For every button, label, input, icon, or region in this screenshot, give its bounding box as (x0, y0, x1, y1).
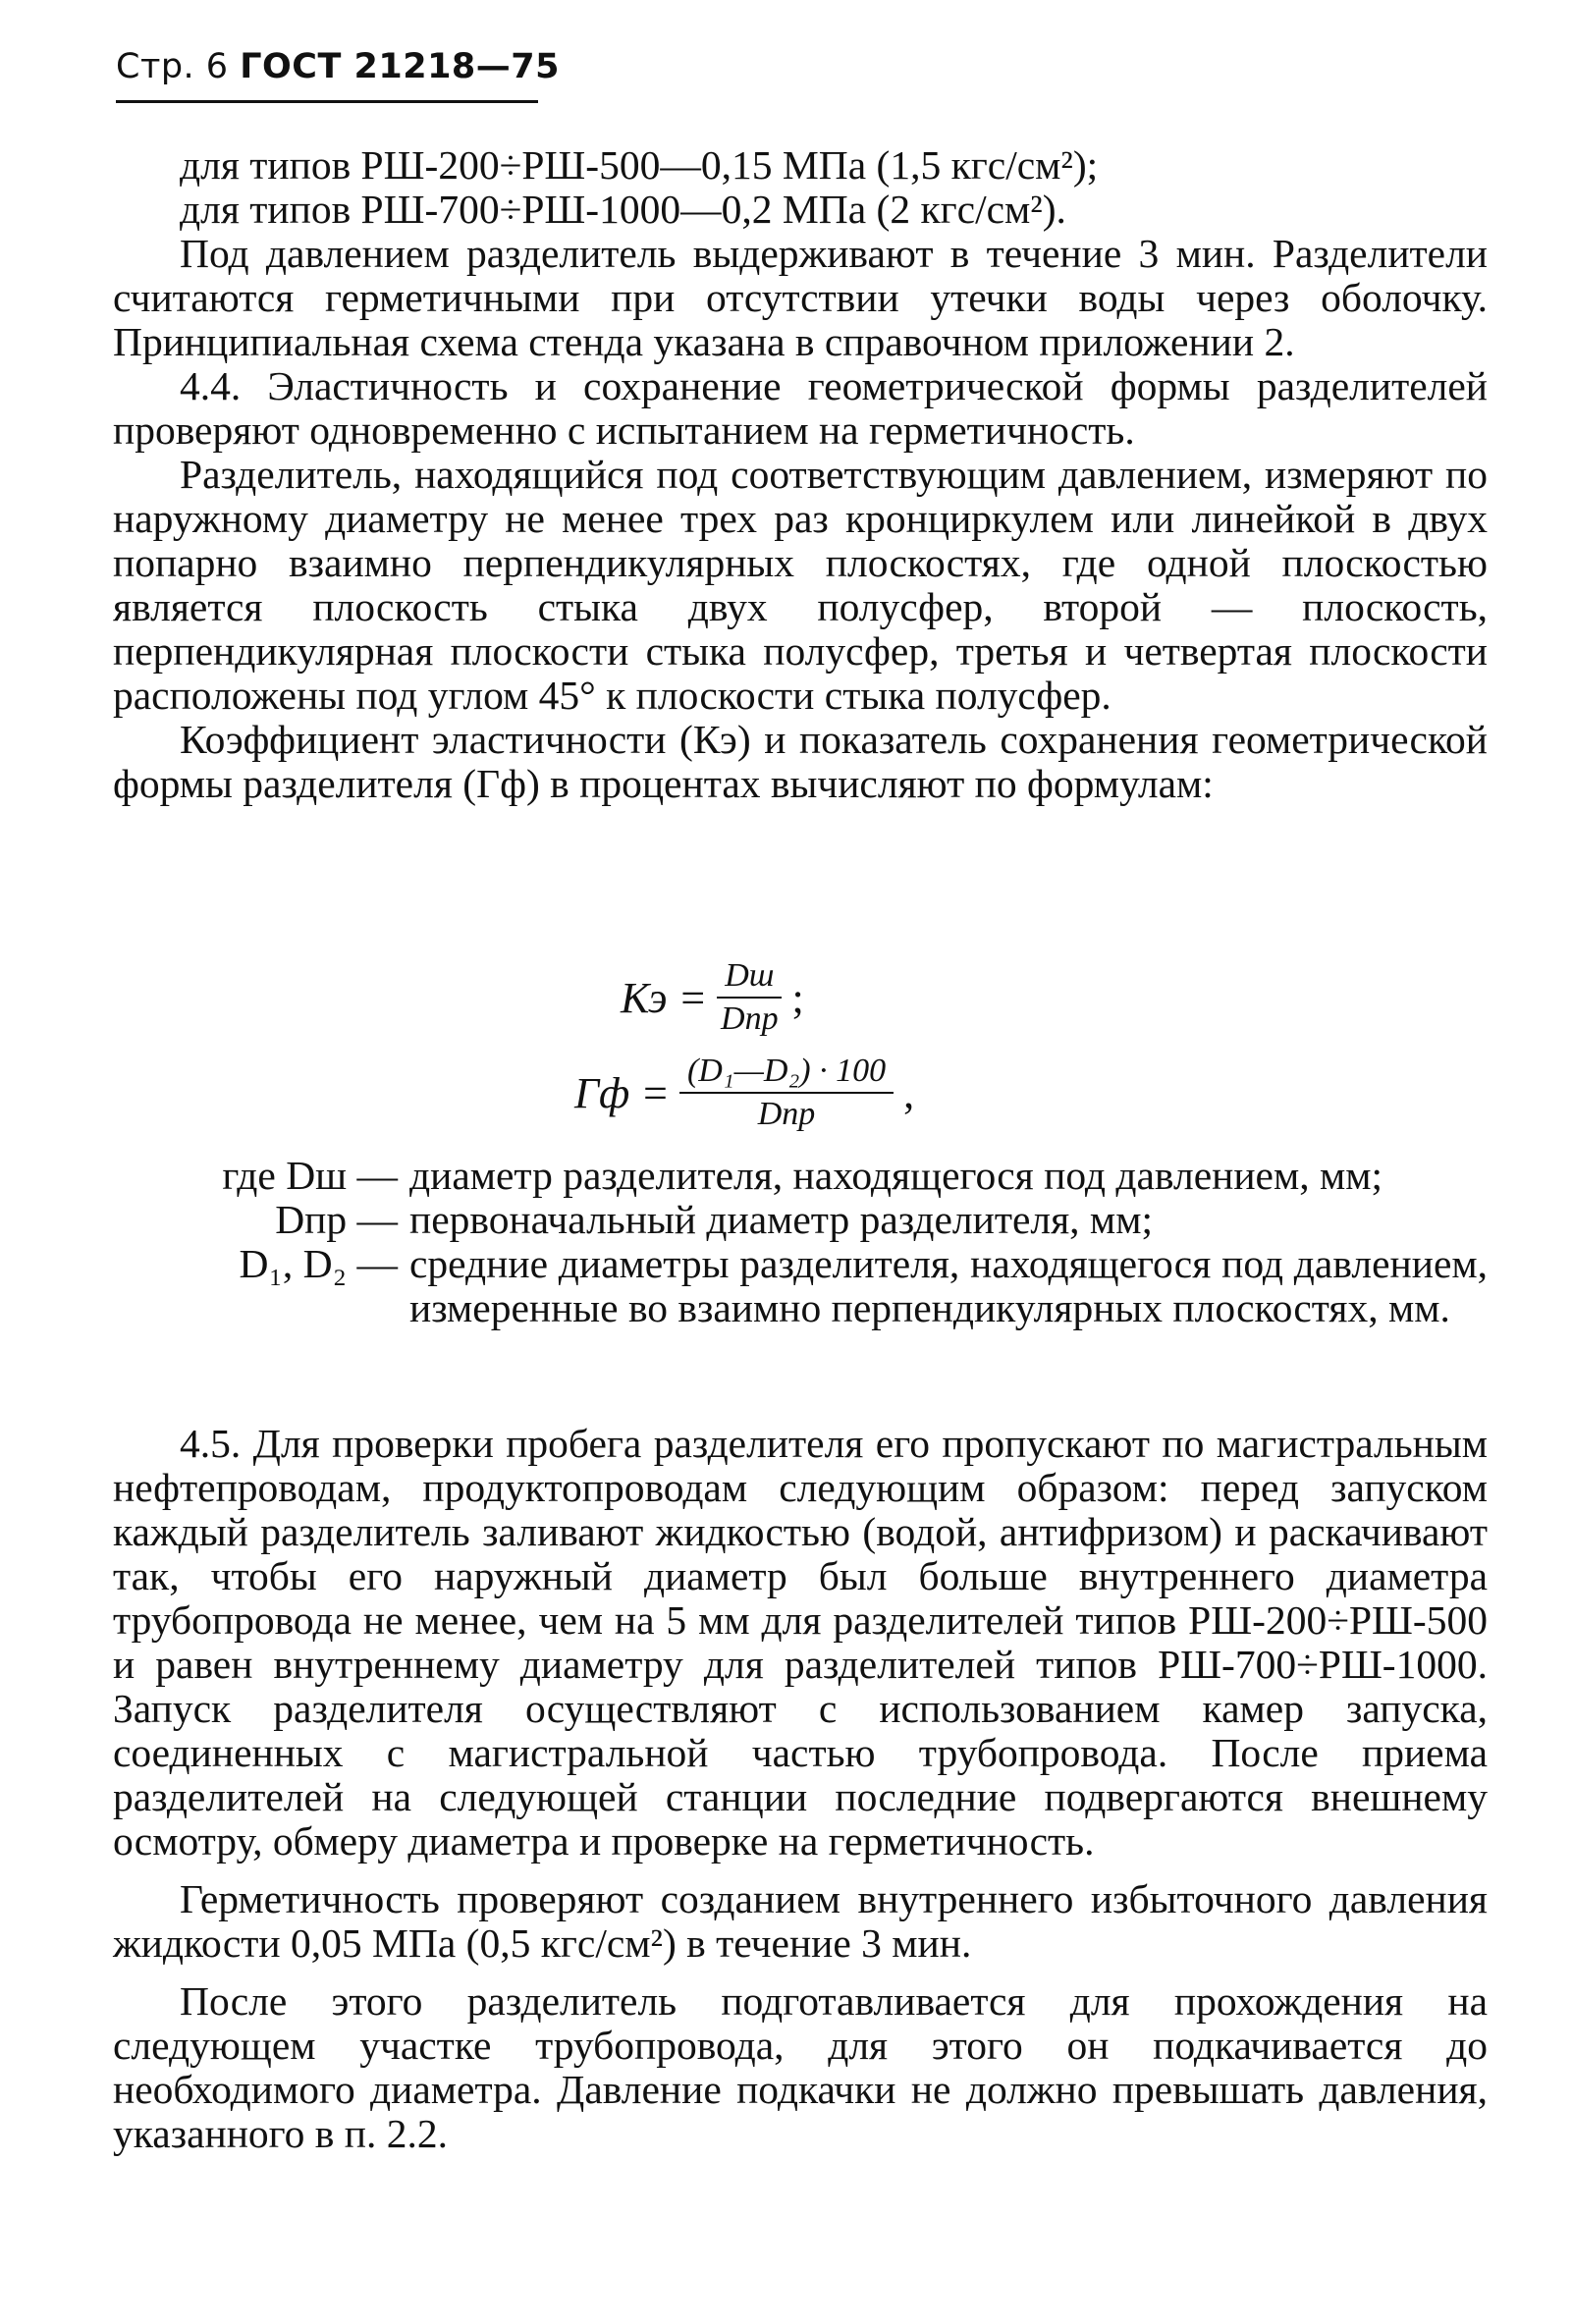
paragraph-4-4: 4.4. Эластичность и сохранение геометрической формы разделителей проверяют одновременно с испытанием на герметичность. (113, 363, 1488, 453)
text-block-bottom (113, 1422, 1488, 2156)
definition-text: диаметр разделителя, находящегося под давлением, мм; (409, 1153, 1383, 1198)
formula-elasticity (621, 957, 804, 1038)
formula-shape-fraction (679, 1053, 894, 1133)
text-block-top (113, 143, 1488, 806)
paragraph-coefficients: Коэффициент эластичности (Кэ) и показатель сохранения геометрической формы разделителя (Гф) в процентах вычисляют по формулам: (113, 717, 1488, 806)
formula-elasticity-denominator: Dпр (721, 1000, 779, 1037)
definition-row (113, 1198, 1488, 1242)
page-header (116, 47, 560, 86)
page-number: Стр. 6 (116, 47, 229, 86)
pressure-line-2: для типов РШ-700÷РШ-1000—0,2 МПа (2 кгс/см²). (180, 187, 1066, 232)
formula-shape-tail: , (903, 1068, 915, 1117)
definition-term: D₁, D₂ — (239, 1241, 398, 1286)
pressure-line-1: для типов РШ-200÷РШ-500—0,15 МПа (1,5 кгс/см²); (180, 142, 1099, 188)
paragraph-hold-pressure: Под давлением разделитель выдерживают в течение 3 мин. Разделители считаются герметичными при отсутствии утечки воды через оболочку. Принципиальная схема стенда указана в справочном приложении 2. (113, 231, 1488, 364)
formula-shape-lhs: Гф = (574, 1068, 670, 1117)
definition-text: средние диаметры разделителя, находящегося под давлением, измеренные во взаимно перпендикулярных плоскостях, мм. (409, 1241, 1488, 1330)
formula-elasticity-numerator: Dш (717, 957, 782, 999)
paragraph-measurement: Разделитель, находящийся под соответствующим давлением, измеряют по наружному диаметру не менее трех раз кронциркулем или линейкой в двух попарно взаимно перпендикулярных плоскостях, где одной плоскостью является плоскость стыка двух полусфер, второй — плоскость, перпендикулярная плоскости стыка полусфер, третья и четвертая плоскости расположены под углом 45° к плоскости стыка полусфер. (113, 452, 1488, 718)
definition-row (113, 1242, 1488, 1330)
formula-shape-denominator: Dпр (757, 1096, 816, 1132)
formula-elasticity-lhs: Кэ = (621, 973, 708, 1022)
formula-shape (574, 1053, 914, 1133)
definition-term: где Dш — (222, 1153, 398, 1198)
definition-term: Dпр — (275, 1197, 398, 1242)
definitions-list (113, 1154, 1488, 1330)
definition-row (113, 1154, 1488, 1198)
formula-elasticity-fraction (717, 957, 782, 1038)
paragraph-after: После этого разделитель подготавливается для прохождения на следующем участке трубопровода, для этого он подкачивается до необходимого диаметра. Давление подкачки не должно превышать давления, указанного в п. 2.2. (113, 1978, 1488, 2156)
header-rule (116, 100, 538, 103)
definition-text: первоначальный диаметр разделителя, мм; (409, 1197, 1153, 1242)
paragraph-tightness: Герметичность проверяют созданием внутреннего избыточного давления жидкости 0,05 МПа (0,5 кгс/см²) в течение 3 мин. (113, 1876, 1488, 1966)
formula-shape-numerator: (D₁—D₂) · 100 (679, 1053, 894, 1094)
formula-elasticity-tail: ; (791, 973, 804, 1022)
standard-code: ГОСТ 21218—75 (240, 47, 560, 86)
paragraph-4-5: 4.5. Для проверки пробега разделителя его пропускают по магистральным нефтепроводам, продуктопроводам следующим образом: перед запуском каждый разделитель заливают жидкостью (водой, антифризом) и раскачивают так, чтобы его наружный диаметр был больше внутреннего диаметра трубопровода не менее, чем на 5 мм для разделителей типов РШ-200÷РШ-500 и равен внутреннему диаметру для разделителей типов РШ-700÷РШ-1000. Запуск разделителя осуществляют с использованием камер запуска, соединенных с магистральной частью трубопровода. После приема разделителей на следующей станции последние подвергаются внешнему осмотру, обмеру диаметра и проверке на герметичность. (113, 1421, 1488, 1864)
